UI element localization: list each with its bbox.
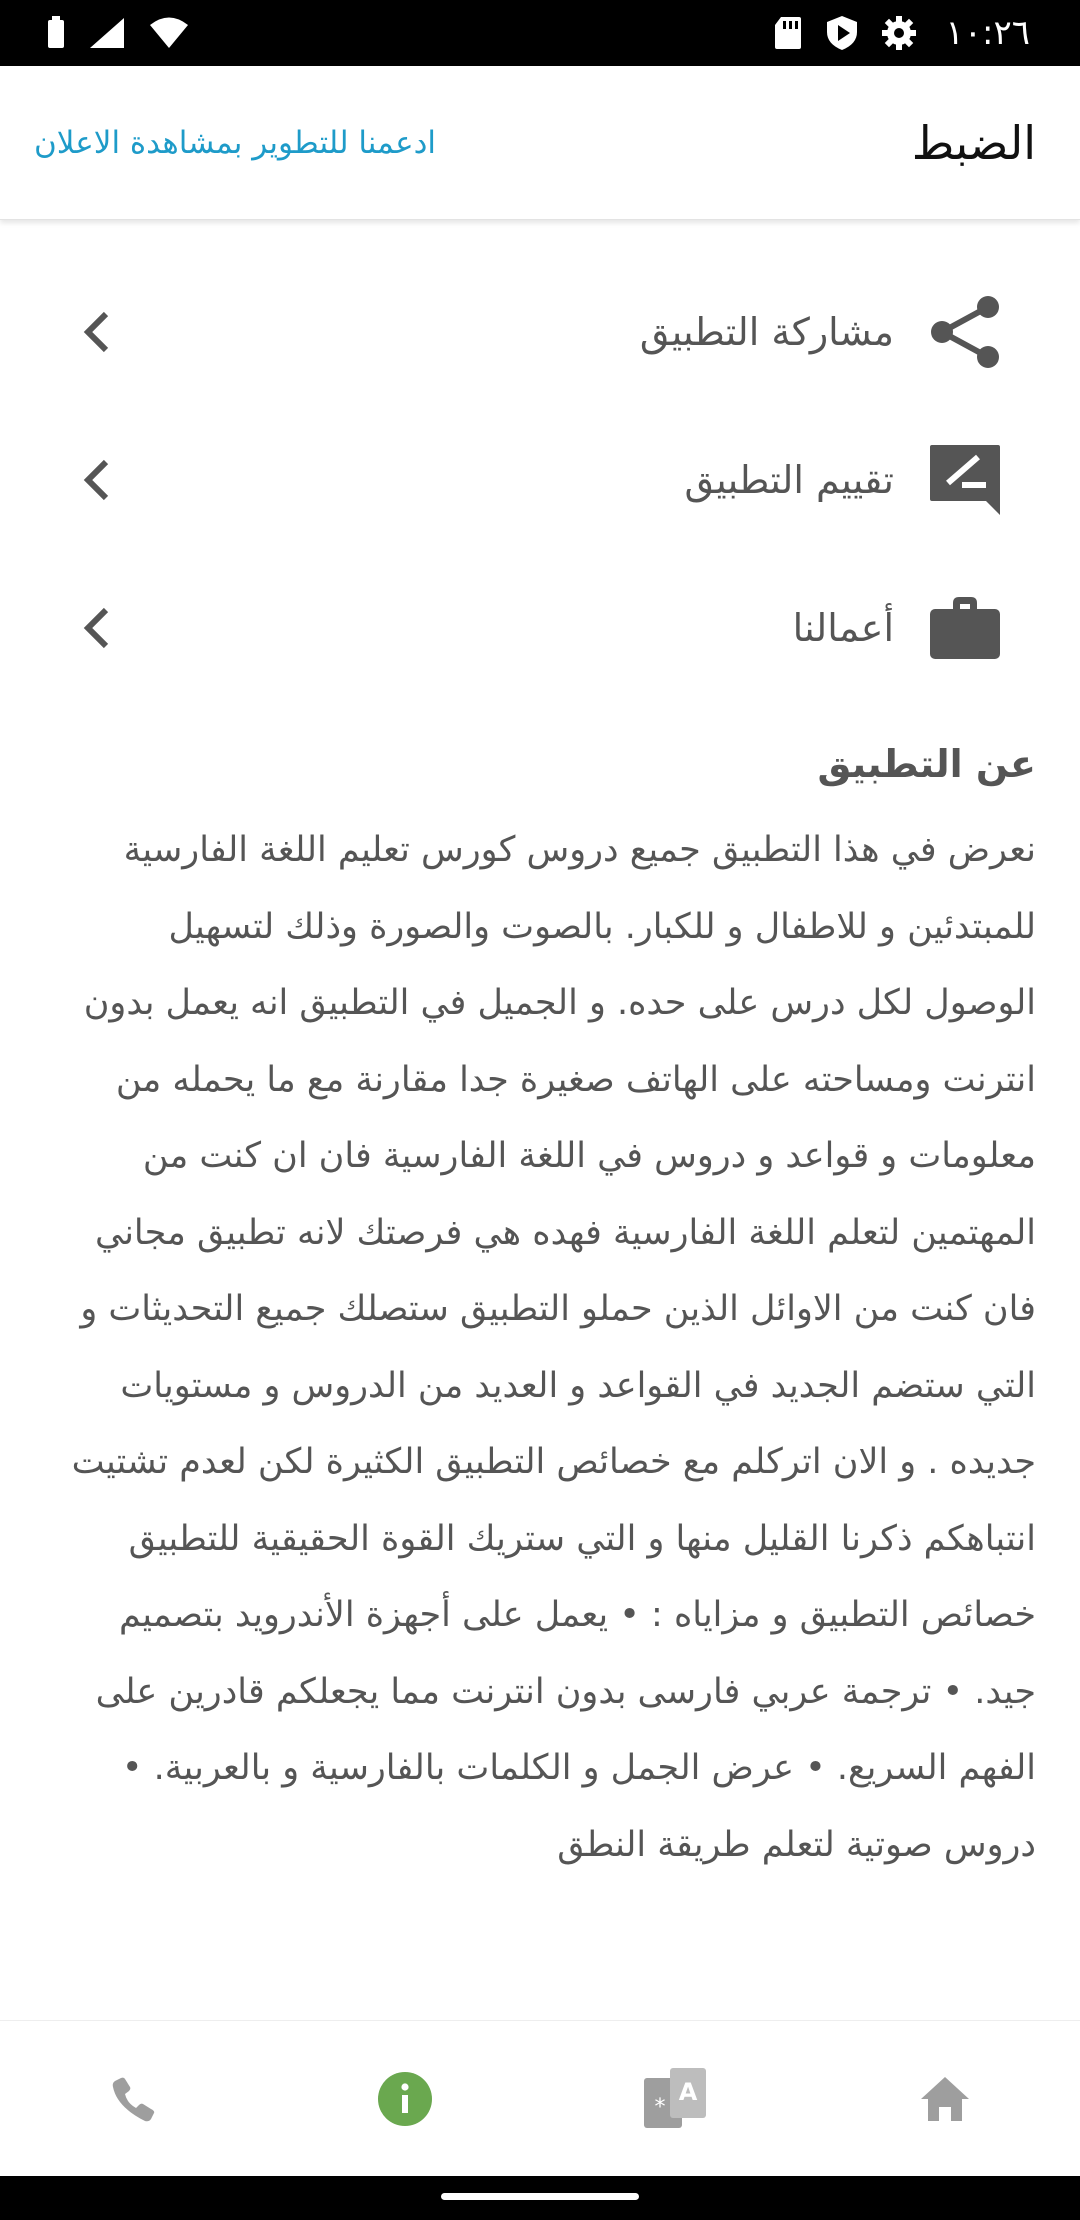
- system-navigation-bar: [0, 2176, 1080, 2220]
- status-right-icons: [773, 13, 1030, 53]
- nav-home[interactable]: [917, 2071, 973, 2127]
- home-gesture-pill[interactable]: [441, 2193, 639, 2200]
- status-left-icons: [46, 16, 190, 50]
- menu-item-our-works[interactable]: [0, 554, 1080, 702]
- settings-content[interactable]: [0, 222, 1080, 2020]
- phone-icon: [107, 2071, 163, 2127]
- sd-card-icon: [773, 15, 803, 51]
- app-bar: [0, 66, 1080, 220]
- battery-icon: [46, 16, 66, 50]
- share-icon: [926, 293, 1004, 371]
- info-icon: [377, 2071, 433, 2127]
- nav-contact[interactable]: [107, 2071, 163, 2127]
- wifi-icon: [148, 16, 190, 50]
- page-title: الضبط: [911, 115, 1036, 170]
- menu-item-label: تقييم التطبيق: [684, 458, 894, 502]
- about-body: نعرض في هذا التطبيق جميع دروس كورس تعليم اللغة الفارسية للمبتدئين و للاطفال و للكبار. بالصوت والصورة وذلك لتسهيل الوصول لكل درس على حده. و الجميل في التطبيق انه يعمل بدون انترنت ومساحته على الهاتف صغيرة جدا مقارنة مع ما يحمله من معلومات و قواعد و دروس في اللغة الفارسية فان ان كنت من المهتمين لتعلم اللغة الفارسية فهده هي فرصتك لانه تطبيق مجاني فان كنت من الاوائل الذين حملو التطبيق ستصلك جميع التحديثات و التي ستضم الجديد في القواعد و العديد من الدروس و مستويات جديده . و الان اتركلم مع خصائص التطبيق الكثيرة لكن لعدم تشتيت انتباهكم ذكرنا القليل منها و التي ستريك القوة الحقيقية للتطبيق خصائص التطبيق و مزاياه : • يعمل على أجهزة الأندرويد بتصميم جيد. • ترجمة عربي فارسى بدون انترنت مما يجعلكم قادرين على الفهم السريع. • عرض الجمل و الكلمات بالفارسية و بالعربية. • دروس صوتية لتعلم طريقة النطق: [71, 830, 1036, 1865]
- menu-item-label: أعمالنا: [792, 606, 894, 650]
- chevron-left-icon: [78, 456, 114, 504]
- status-time: ١٠:٢٦: [945, 13, 1030, 53]
- status-bar: [0, 0, 1080, 66]
- signal-icon: [88, 16, 126, 50]
- chevron-left-icon: [78, 308, 114, 356]
- menu-item-label: مشاركة التطبيق: [639, 310, 894, 354]
- bottom-navigation: [0, 2020, 1080, 2176]
- nav-translate[interactable]: [640, 2064, 710, 2134]
- nav-about[interactable]: [377, 2071, 433, 2127]
- svg-text:*: *: [654, 2094, 666, 2120]
- translate-icon: [640, 2064, 710, 2134]
- watch-ad-link[interactable]: ادعمنا للتطوير بمشاهدة الاعلان: [34, 124, 437, 161]
- chevron-left-icon: [78, 604, 114, 652]
- home-icon: [917, 2071, 973, 2127]
- menu-item-share[interactable]: [0, 258, 1080, 406]
- svg-text:A: A: [678, 2077, 698, 2106]
- play-protect-icon: [825, 14, 859, 52]
- about-title: عن التطبيق: [817, 742, 1036, 786]
- menu-item-rate[interactable]: [0, 406, 1080, 554]
- briefcase-icon: [926, 589, 1004, 667]
- settings-icon: [881, 15, 917, 51]
- rate-review-icon: [926, 441, 1004, 519]
